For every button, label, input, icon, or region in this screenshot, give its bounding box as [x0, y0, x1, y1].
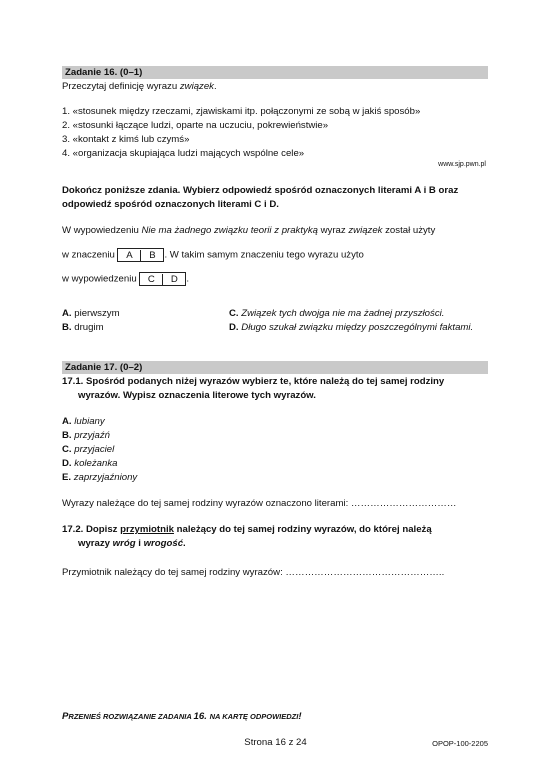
definition-2: 2. «stosunki łączące ludzi, oparte na uczuciu, pokrewieństwie»: [62, 120, 329, 131]
option-a[interactable]: [62, 308, 120, 320]
word-option-c[interactable]: [62, 444, 114, 456]
q2-line2-prefix: wyrazy: [78, 538, 113, 549]
q2-end: .: [183, 538, 186, 549]
option-c-text: Związek tych dwojga nie ma żadnej przyszłości.: [238, 308, 445, 319]
task16-sentence-1: [62, 225, 435, 237]
q2-prefix: 17.2. Dopisz: [62, 524, 121, 535]
word-d-letter: D.: [62, 458, 72, 469]
task16-sentence-3: [62, 272, 189, 287]
q2-word2: wrogość: [143, 538, 184, 549]
transfer-notice: [62, 711, 302, 723]
sentence1-word: związek: [348, 225, 383, 236]
q2-underlined-word: przymiotnik: [120, 524, 174, 535]
transfer-num: 16.: [193, 711, 207, 722]
transfer-e: !: [298, 711, 302, 722]
option-b[interactable]: [62, 322, 104, 334]
word-d-text: koleżanka: [74, 458, 118, 469]
word-option-e[interactable]: [62, 472, 137, 484]
task17-q2-line2: [78, 538, 186, 550]
transfer-d: NA KARTĘ ODPOWIEDZI: [209, 712, 299, 721]
intro-suffix: .: [213, 81, 217, 92]
task17-header: Zadanie 17. (0–2): [65, 362, 143, 373]
sentence1-mid: wyraz: [317, 225, 349, 236]
option-d[interactable]: [229, 322, 473, 334]
task17-q1-line2: wyrazów. Wypisz oznaczenia literowe tych wyrazów.: [78, 390, 316, 401]
page-number: Strona 16 z 24: [244, 737, 307, 748]
word-e-letter: E.: [62, 472, 72, 483]
task16-instruction-line1: Dokończ poniższe zdania. Wybierz odpowiedź spośród oznaczonych literami A i B oraz: [62, 185, 459, 196]
word-option-d[interactable]: [62, 458, 117, 470]
sentence1-prefix: W wypowiedzeniu: [62, 225, 142, 236]
line3-suffix: .: [186, 273, 189, 285]
task17-q2-line1: [62, 524, 432, 536]
q2-suffix: należący do tej samej rodziny wyrazów, do której należą: [173, 524, 432, 535]
transfer-b: RZENIEŚ ROZWIĄZANIE ZADANIA: [68, 712, 194, 721]
word-a-text: lubiany: [74, 416, 105, 427]
option-a-letter: A.: [62, 308, 72, 319]
word-option-a[interactable]: [62, 416, 105, 428]
task16-instruction-line2: odpowiedź spośród oznaczonych literami C i D.: [62, 199, 279, 210]
task16-header-bar: [62, 66, 488, 79]
definition-3: 3. «kontakt z kimś lub czymś»: [62, 134, 190, 145]
definition-4: 4. «organizacja skupiająca ludzi mających wspólne cele»: [62, 148, 305, 159]
task17-answer2-field[interactable]: Przymiotnik należący do tej samej rodziny wyrazów: …………………………………………..: [62, 567, 445, 578]
option-a-text: pierwszym: [71, 308, 120, 319]
box-option-c[interactable]: C: [147, 274, 155, 285]
word-b-text: przyjaźń: [74, 430, 110, 441]
word-option-b[interactable]: [62, 430, 110, 442]
line2-suffix: . W takim samym znaczeniu tego wyrazu użyto: [164, 249, 364, 261]
word-c-text: przyjaciel: [74, 444, 115, 455]
intro-word: związek: [179, 81, 214, 92]
option-d-letter: D.: [229, 322, 239, 333]
sentence1-suffix: został użyty: [382, 225, 436, 236]
source-label: www.sjp.pwn.pl: [438, 161, 486, 168]
task17-q1-line1: 17.1. Spośród podanych niżej wyrazów wybierz te, które należą do tej samej rodziny: [62, 376, 445, 387]
word-e-text: zaprzyjaźniony: [73, 472, 138, 483]
word-b-letter: B.: [62, 430, 72, 441]
intro-text: Przeczytaj definicję wyrazu: [62, 81, 180, 92]
document-code: OPOP-100-2205: [432, 739, 488, 748]
definition-1: 1. «stosunek między rzeczami, zjawiskami itp. połączonymi ze sobą w jakiś sposób»: [62, 106, 421, 117]
answer-box-cd[interactable]: [139, 272, 186, 286]
line3-prefix: w wypowiedzeniu: [62, 273, 137, 285]
task16-sentence-2: [62, 248, 364, 263]
option-c-letter: C.: [229, 308, 239, 319]
option-b-letter: B.: [62, 322, 72, 333]
box-option-b[interactable]: B: [140, 250, 163, 262]
task16-intro: [62, 81, 217, 93]
answer-box-ab[interactable]: [117, 248, 164, 262]
option-d-text: Długo szukał związku między poszczególnymi faktami.: [238, 322, 474, 333]
line2-prefix: w znaczeniu: [62, 249, 115, 261]
task16-header: Zadanie 16. (0–1): [65, 67, 143, 78]
box-option-a[interactable]: A: [126, 250, 133, 261]
q2-and: i: [135, 538, 144, 549]
sentence1-quote: Nie ma żadnego związku teorii z praktyką: [141, 225, 318, 236]
task17-header-bar: [62, 361, 488, 374]
transfer-a: P: [62, 711, 69, 722]
word-c-letter: C.: [62, 444, 72, 455]
word-a-letter: A.: [62, 416, 72, 427]
task17-answer1-field[interactable]: Wyrazy należące do tej samej rodziny wyrazów oznaczono literami: ……………………………: [62, 498, 457, 509]
option-b-text: drugim: [71, 322, 104, 333]
box-option-d[interactable]: D: [162, 274, 185, 286]
q2-word1: wróg: [112, 538, 136, 549]
option-c[interactable]: [229, 308, 444, 320]
